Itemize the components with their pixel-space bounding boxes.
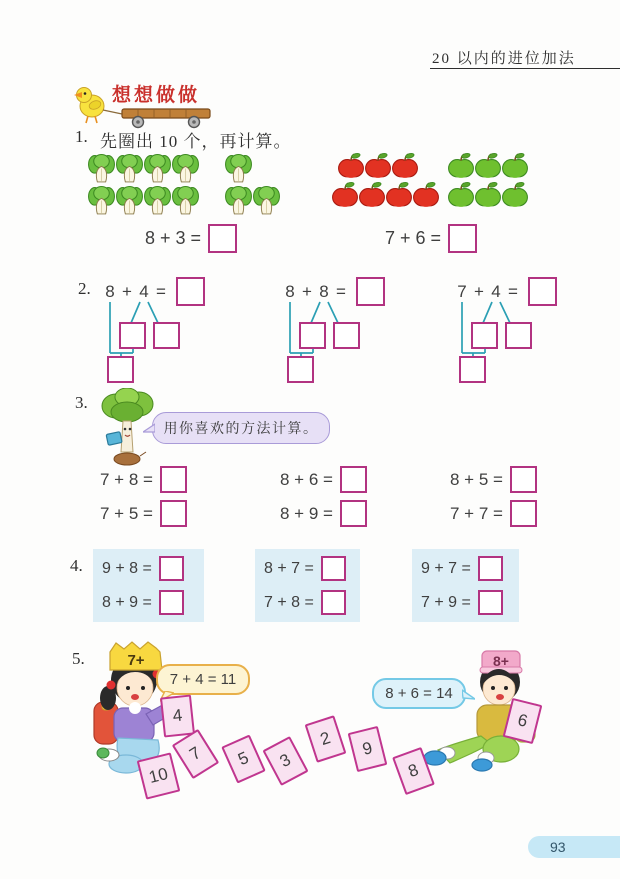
equals-sign: =	[156, 281, 166, 301]
number-card-held-boy: 6	[503, 698, 543, 744]
number-card-3: 3	[262, 736, 308, 786]
equation: 8 + 9 =	[102, 590, 198, 615]
cabbage-icon	[253, 186, 280, 215]
equation: 7 + 5 =	[100, 500, 187, 527]
equation: 8 + 6 =	[280, 466, 367, 493]
speech-bubble-girl	[156, 664, 250, 695]
answer-box	[478, 590, 503, 615]
cabbage-grid	[88, 154, 288, 218]
equation: 7 + 8 =	[264, 590, 354, 615]
decomposition-lines	[283, 277, 413, 387]
problem-5-number: 5.	[72, 649, 85, 668]
answer-box	[321, 590, 346, 615]
number-card-2: 2	[305, 715, 347, 763]
girl-hat-label: 7+	[127, 652, 145, 669]
equation: 9 + 7 =	[421, 556, 513, 581]
answer-box	[159, 556, 184, 581]
answer-box	[160, 466, 187, 493]
page-number-pill	[528, 836, 620, 858]
decomposition-box	[300, 323, 325, 348]
answer-box	[478, 556, 503, 581]
addend-b: 8	[319, 281, 329, 301]
green-apple-icon	[475, 152, 501, 179]
speech-bubble-text: 7 + 4 = 11	[169, 671, 237, 688]
apple-grid	[330, 152, 530, 212]
cabbage-icon	[225, 186, 252, 215]
equation-apple	[385, 224, 477, 253]
number-card-9: 9	[348, 726, 388, 772]
decomposition-box	[460, 357, 485, 382]
plus-sign: +	[302, 281, 312, 301]
decomposition-lines	[455, 277, 585, 387]
decomposition-box	[472, 323, 497, 348]
red-apple-icon	[413, 181, 439, 208]
speech-bubble-text: 8 + 6 = 14	[385, 685, 453, 702]
red-apple-icon	[392, 152, 418, 179]
answer-box	[510, 500, 537, 527]
equation: 7 + 9 =	[421, 590, 513, 615]
red-apple-icon	[359, 181, 385, 208]
decomposition-group-3	[455, 277, 585, 387]
answer-box	[160, 500, 187, 527]
answer-box	[208, 224, 237, 253]
green-apple-icon	[448, 152, 474, 179]
cabbage-icon	[172, 154, 199, 183]
red-apple-icon	[386, 181, 412, 208]
red-apple-icon	[332, 181, 358, 208]
decomposition-group-2	[283, 277, 413, 387]
equals-sign: =	[508, 281, 518, 301]
addend-a: 8	[105, 281, 115, 301]
green-apple-icon	[448, 181, 474, 208]
equation: 8 + 5 =	[450, 466, 537, 493]
green-apple-icon	[502, 181, 528, 208]
cabbage-icon	[144, 186, 171, 215]
addend-a: 7	[457, 281, 467, 301]
decomposition-box	[506, 323, 531, 348]
equation-text: 7 + 6 =	[385, 228, 442, 248]
decomposition-box	[108, 357, 133, 382]
speech-bubble-text: 用你喜欢的方法计算。	[163, 422, 319, 437]
speech-bubble-method	[152, 412, 330, 444]
section-badge	[74, 80, 234, 128]
section-badge-title: 想想做做	[112, 85, 201, 106]
answer-box	[448, 224, 477, 253]
problem-2-number: 2.	[78, 279, 91, 298]
page-number: 93	[550, 839, 566, 855]
boy-hat-label: 8+	[493, 653, 509, 669]
cabbage-icon	[88, 186, 115, 215]
cabbage-icon	[172, 186, 199, 215]
number-card-held-girl: 4	[160, 694, 195, 737]
cabbage-icon	[116, 186, 143, 215]
red-apple-icon	[338, 152, 364, 179]
header-rule	[430, 68, 620, 69]
plus-sign: +	[474, 281, 484, 301]
problem-1-instruction: 先圈出 10 个，再计算。	[100, 132, 292, 151]
problem-4-number: 4.	[70, 556, 83, 575]
answer-box	[321, 556, 346, 581]
plus-sign: +	[122, 281, 132, 301]
problem-3-number: 3.	[75, 393, 88, 412]
answer-box	[159, 590, 184, 615]
equation: 8 + 9 =	[280, 500, 367, 527]
decomposition-box	[154, 323, 179, 348]
equation-cabbage	[145, 224, 237, 253]
cabbage-icon	[116, 154, 143, 183]
decomposition-group-1	[103, 277, 233, 387]
red-apple-icon	[365, 152, 391, 179]
cabbage-icon	[225, 154, 252, 183]
addend-b: 4	[491, 281, 501, 301]
number-card-7: 7	[172, 729, 219, 779]
cabbage-icon	[144, 154, 171, 183]
highlighted-pair-2	[255, 549, 360, 622]
addend-a: 8	[285, 281, 295, 301]
decomposition-box	[120, 323, 145, 348]
green-apple-icon	[502, 152, 528, 179]
decomposition-lines	[103, 277, 233, 387]
decomposition-box	[334, 323, 359, 348]
answer-box	[510, 466, 537, 493]
number-card-10: 10	[137, 752, 181, 799]
equation: 7 + 8 =	[100, 466, 187, 493]
equation: 8 + 7 =	[264, 556, 354, 581]
equals-sign: =	[336, 281, 346, 301]
highlighted-pair-3	[412, 549, 519, 622]
number-card-5: 5	[221, 734, 266, 783]
green-apple-icon	[475, 181, 501, 208]
number-card-8: 8	[392, 747, 435, 795]
answer-box	[340, 500, 367, 527]
decomposition-box	[288, 357, 313, 382]
equation: 9 + 8 =	[102, 556, 198, 581]
bubble-tail	[143, 423, 155, 434]
highlighted-pair-1	[93, 549, 204, 622]
equation-text: 8 + 3 =	[145, 228, 202, 248]
answer-box	[340, 466, 367, 493]
cabbage-icon	[88, 154, 115, 183]
problem-1-number: 1.	[75, 127, 88, 146]
chapter-title: 20 以内的进位加法	[432, 51, 576, 67]
addend-b: 4	[139, 281, 149, 301]
equation: 7 + 7 =	[450, 500, 537, 527]
